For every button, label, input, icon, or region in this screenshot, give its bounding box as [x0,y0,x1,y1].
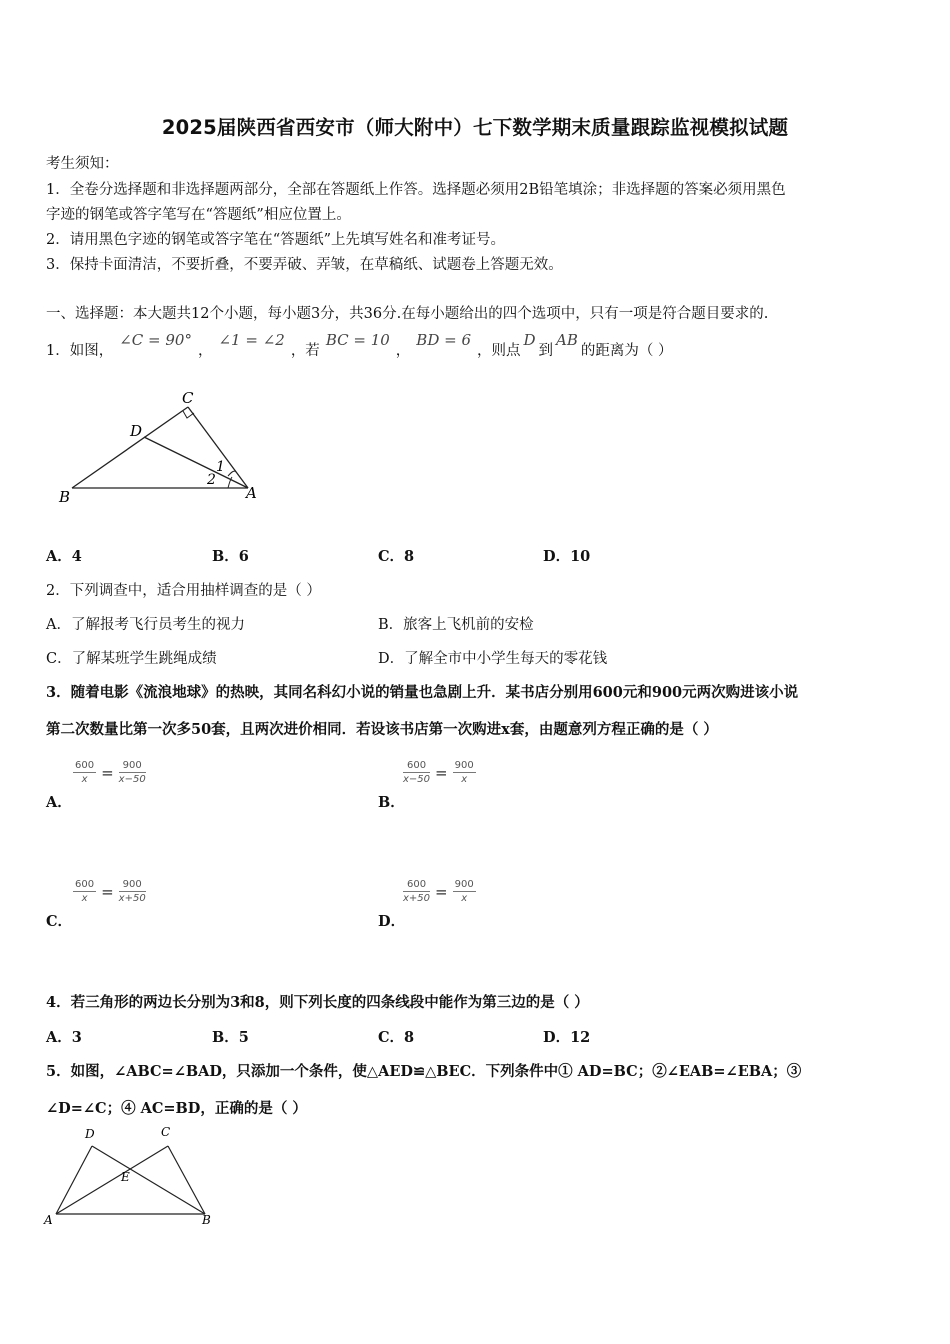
q3-option-a-label: A． [46,794,72,811]
q1-math-d: D [523,331,536,349]
q3-d-den2: x [461,893,468,904]
q3-c-num2: 900 [119,879,146,892]
q2-stem: 2．下列调查中，适合用抽样调查的是（ ） [46,583,321,599]
q1-label-b: B [59,488,71,506]
q1-label-angle-1: 1 [216,459,225,475]
q1-label-a: A [246,484,257,502]
q3-b-num1: 600 [403,760,430,773]
notice-item-2: 2．请用黑色字迹的钢笔或答字笔在“答题纸”上先填写姓名和准考证号。 [46,232,506,248]
q3-option-d-label: D． [378,913,406,930]
q3-b-den2: x [461,774,468,785]
q1-math-angle-eq: ∠1 = ∠2 [218,331,285,349]
q3-c-den2: x+50 [118,893,146,904]
q3-b-eq: = [435,763,448,782]
q3-c-eq: = [101,882,114,901]
q3-a-num2: 900 [119,760,146,773]
q3-b-num2: 900 [454,760,474,771]
q3-a-eq: = [101,763,114,782]
q3-option-d-equation [403,879,476,904]
q5-label-e: E [121,1170,130,1184]
q2-option-d: D．了解全市中小学生每天的零花钱 [378,651,608,667]
q1-label-d: D [130,422,143,440]
q1-prefix: 1．如图， [46,343,114,359]
q5-label-c: C [161,1125,171,1139]
q2-option-c: C．了解某班学生跳绳成绩 [46,651,217,667]
q5-stem-line-1: 5．如图，∠ABC=∠BAD，只添加一个条件，使△AED≌△BEC．下列条件中① AD=BC；②∠EAB=∠EBA；③ [46,1063,802,1080]
q5-label-d: D [85,1127,95,1141]
q1-option-d: D．10 [543,548,591,565]
q1-figure [50,385,270,510]
q3-d-num2: 900 [454,879,474,890]
section-heading: 一、选择题：本大题共12个小题，每小题3分，共36分.在每小题给出的四个选项中，只有一项是符合题目要求的. [46,306,769,322]
q1-label-angle-2: 2 [207,472,216,488]
q3-b-den1: x−50 [403,774,431,785]
q1-option-a: A．4 [46,548,82,565]
q3-option-a-equation [73,760,146,785]
q1-sep-3: ， [395,343,411,359]
q4-option-d: D．12 [543,1029,591,1046]
page-title: 2025届陕西省西安市（师大附中）七下数学期末质量跟踪监视模拟试题 [161,116,789,139]
q4-option-a: A．3 [46,1029,82,1046]
notice-item-3: 3．保持卡面清洁，不要折叠，不要弄破、弄皱，在草稿纸、试题卷上答题无效。 [46,257,563,273]
q1-sep-4: ，则点 [477,343,521,359]
q3-option-b-equation [403,760,476,785]
q3-a-num1: 600 [75,760,95,771]
notice-item-1-line-2: 字迹的钢笔或答字笔写在“答题纸”相应位置上。 [46,207,351,223]
q3-d-eq: = [435,882,448,901]
q2-option-a: A．了解报考飞行员考生的视力 [46,617,245,633]
q1-label-c: C [182,389,194,407]
q1-suffix: 的距离为（ ） [580,343,673,359]
q1-math-bc: BC = 10 [325,331,390,349]
q1-option-b: B．6 [212,548,249,565]
q1-sep-5: 到 [538,343,554,359]
notice-heading: 考生须知： [46,156,119,172]
q5-stem-line-2: ∠D=∠C；④ AC=BD，正确的是（ ） [46,1100,307,1117]
q1-option-c: C．8 [378,548,415,565]
q5-label-b: B [202,1213,211,1227]
q2-option-b: B．旅客上飞机前的安检 [378,617,534,633]
q1-sep-1: ， [197,343,213,359]
q3-stem-line-2: 第二次数量比第一次多50套，且两次进价相同．若设该书店第一次购进x套，由题意列方程正确的是（ ） [46,721,718,738]
q5-label-a: A [44,1213,53,1227]
q3-option-b-label: B． [378,794,405,811]
q1-math-bd: BD = 6 [416,331,471,349]
q4-option-b: B．5 [212,1029,249,1046]
q3-a-den1: x [81,774,88,785]
q1-sep-2: ，若 [290,343,320,359]
q3-c-num1: 600 [75,879,95,890]
q1-stem [46,331,673,360]
q3-stem-line-1: 3．随着电影《流浪地球》的热映，其同名科幻小说的销量也急剧上升．某书店分别用600元和900元两次购进该小说 [46,684,799,701]
q4-stem: 4．若三角形的两边长分别为3和8，则下列长度的四条线段中能作为第三边的是（ ） [46,994,589,1011]
q3-option-c-label: C． [46,913,73,930]
q5-figure [40,1122,220,1230]
q3-option-c-equation [73,879,146,904]
q3-a-den2: x−50 [118,774,146,785]
q3-d-den1: x+50 [403,893,431,904]
q1-math-angle-c: ∠C = 90° [119,331,192,349]
q1-math-ab: AB [556,331,578,349]
notice-item-1-line-1: 1．全卷分选择题和非选择题两部分，全部在答题纸上作答。选择题必须用2B铅笔填涂；非选择题的答案必须用黑色 [46,182,786,198]
q4-option-c: C．8 [378,1029,415,1046]
q3-c-den1: x [81,893,88,904]
q3-d-num1: 600 [403,879,430,892]
